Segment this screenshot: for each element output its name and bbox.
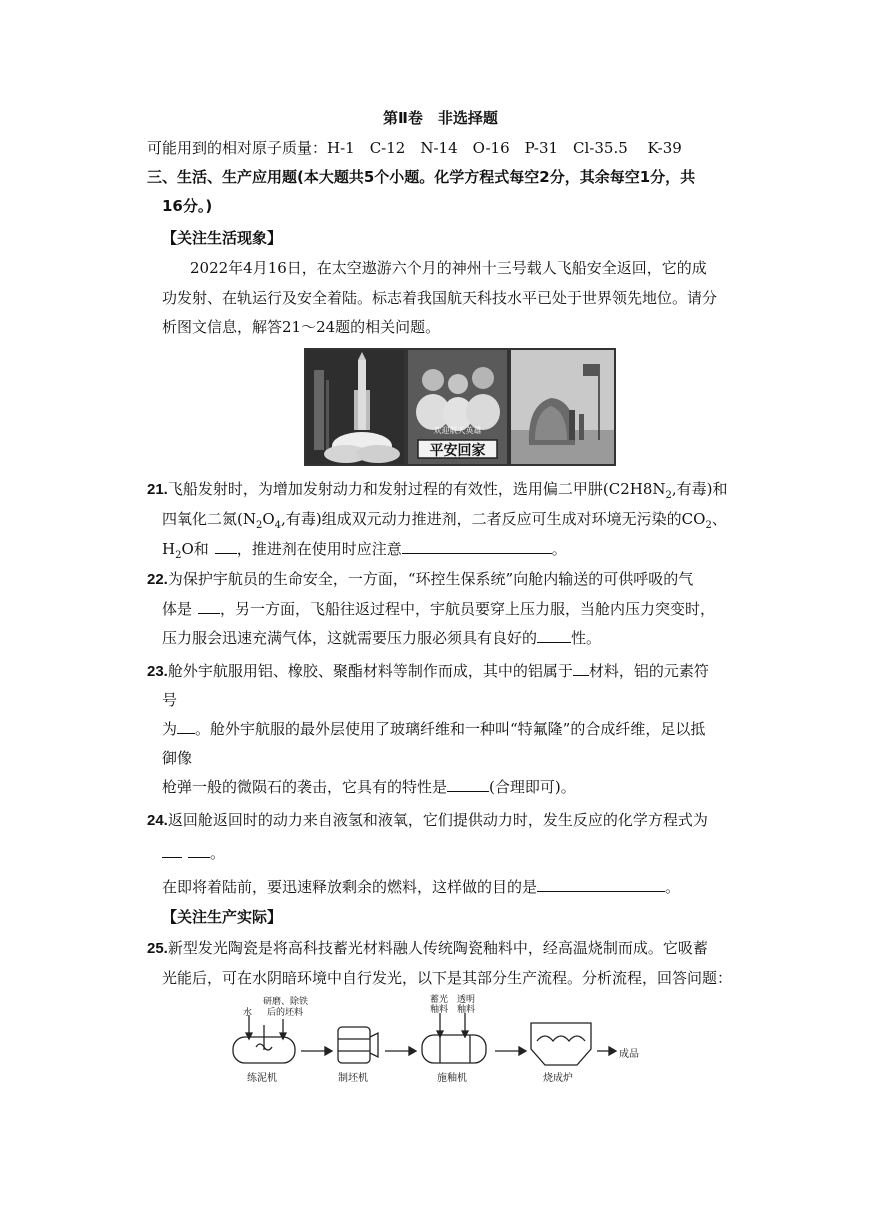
part3-heading-line1: 三、生活、生产应用题(本大题共5个小题。化学方程式每空2分，其余每空1分，共 [147, 168, 696, 186]
q21-line1: 21.飞船发射时，为增加发射动力和发射过程的有效性，选用偏二甲肼($C2H8N_2$,有毒)和 [147, 480, 728, 501]
production-section-tag: 【关注生产实际】 [162, 908, 283, 926]
part3-heading-line2: 16分。) [162, 197, 213, 215]
q23-blank-material[interactable] [573, 661, 589, 676]
q24-blank-purpose[interactable] [537, 877, 665, 892]
rocket-launch-photo [304, 348, 406, 466]
poster-caption-big: 平安回家 [429, 443, 486, 459]
q22-blank-property[interactable] [537, 628, 571, 643]
q24-line3: 在即将着陆前，要迅速释放剩余的燃料，这样做的目的是 。 [162, 878, 681, 896]
q23-line3: 为 。舱外宇航服的最外层使用了玻璃纤维和一种叫“特氟隆”的合成纤维，足以抵 [162, 720, 706, 738]
q21-number: 21. [147, 481, 168, 498]
flow-water-label: 水 [243, 1008, 253, 1018]
q23-line5: 枪弹一般的微陨石的袭击，它具有的特性是 (合理即可)。 [162, 778, 576, 796]
atomic-masses: 可能用到的相对原子质量：H-1 C-12 N-14 O-16 P-31 Cl-35.5 K-39 [147, 139, 682, 157]
flow-mix-input-label-1: 研磨、除铁 [263, 997, 309, 1007]
flow-mix-input-label-2: 后的坯料 [267, 1008, 304, 1018]
flow-mixer-label: 练泥机 [247, 1073, 277, 1084]
poster-caption-small: 欢迎航天英雄 [433, 426, 482, 435]
intro-line1: 2022年4月16日，在太空遨游六个月的神州十三号载人飞船安全返回，它的成 [190, 259, 707, 277]
production-flow-diagram [225, 995, 685, 1090]
q22-line1: 22.为保护宇航员的生命安全，一方面，“环控生保系统”向舱内输送的可供呼吸的气 [147, 570, 694, 588]
q23-line2: 号 [162, 691, 178, 709]
q22-blank-gas[interactable] [198, 599, 220, 614]
flow-glaze1-label-1: 蓄光 [430, 995, 449, 1005]
flow-kiln-label: 烧成炉 [543, 1073, 573, 1084]
q24-line2: 。 [162, 842, 225, 863]
flow-product-label: 成品 [619, 1049, 639, 1060]
life-section-tag: 【关注生活现象】 [162, 229, 283, 247]
q22-line2: 体是 ，另一方面，飞船往返过程中，宇航员要穿上压力服，当舱内压力突变时， [162, 600, 716, 618]
q21-line2: 四氧化二氮($N_2O_4$,有毒)组成双元动力推进剂，二者反应可生成对环境无污染的$CO_2$、 [162, 510, 727, 531]
q24-blank-equation-a[interactable] [162, 843, 182, 858]
flow-glaze2-label-2: 釉料 [457, 1005, 476, 1015]
intro-line3: 析图文信息，解答21～24题的相关问题。 [162, 318, 441, 336]
flow-former-label: 制坯机 [338, 1073, 368, 1084]
q22-number: 22. [147, 571, 168, 588]
q23-blank-symbol[interactable] [177, 719, 195, 734]
q25-line2: 光能后，可在水阴暗环境中自行发光，以下是其部分生产流程。分析流程，回答问题： [162, 969, 733, 987]
q21-line3: $H_2O$和 ，推进剂在使用时应注意 。 [162, 540, 567, 561]
q21-blank-precaution[interactable] [402, 539, 552, 554]
q24-line1: 24.返回舱返回时的动力来自液氢和液氧，它们提供动力时，发生反应的化学方程式为 [147, 811, 708, 829]
q24-blank-equation-b[interactable] [188, 843, 210, 858]
landing-capsule-photo [509, 348, 616, 466]
q24-number: 24. [147, 812, 168, 829]
q25-line1: 25.新型发光陶瓷是将高科技蓄光材料融人传统陶瓷釉料中，经高温烧制而成。它吸蓄 [147, 939, 708, 957]
flow-glaze2-label-1: 透明 [457, 995, 476, 1005]
q23-blank-property[interactable] [447, 777, 489, 792]
intro-line2: 功发射、在轨运行及安全着陆。标志着我国航天科技水平已处于世界领先地位。请分 [162, 289, 718, 307]
q23-line4: 御像 [162, 749, 193, 767]
q22-line3: 压力服会迅速充满气体，这就需要压力服必须具有良好的 性。 [162, 629, 602, 647]
flow-glaze1-label-2: 釉料 [430, 1005, 449, 1015]
q21-blank-product[interactable] [215, 539, 237, 554]
astronauts-poster-photo [406, 348, 509, 466]
section-title: 第Ⅱ卷 非选择题 [383, 109, 498, 127]
flow-glazer-label: 施釉机 [437, 1073, 467, 1084]
q23-number: 23. [147, 663, 168, 680]
q23-line1: 23.舱外宇航服用铝、橡胶、聚酯材料等制作而成，其中的铝属于 材料，铝的元素符 [147, 662, 709, 680]
q25-number: 25. [147, 940, 168, 957]
